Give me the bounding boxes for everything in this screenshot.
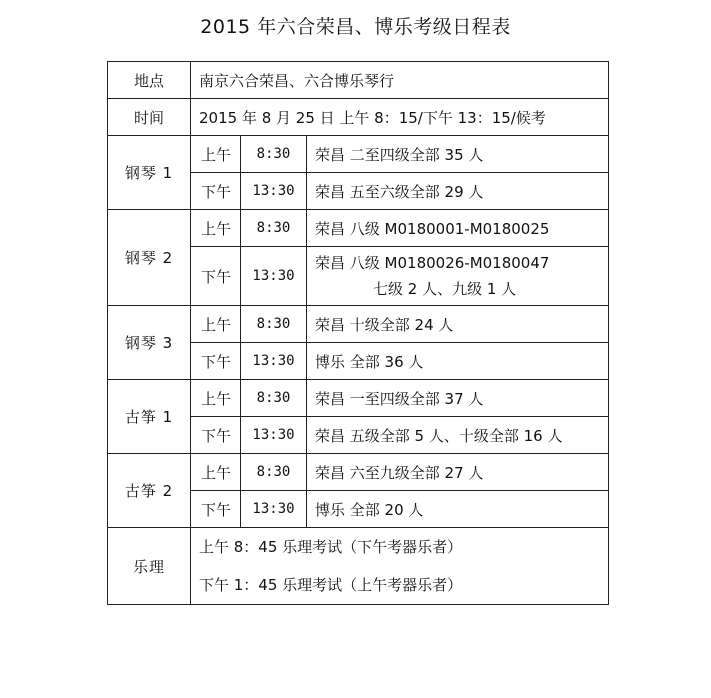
session-half: 下午 bbox=[191, 173, 241, 210]
table-row bbox=[108, 306, 609, 343]
session-clock: 8:30 bbox=[241, 454, 307, 491]
table-row bbox=[108, 136, 609, 173]
session-detail-cell bbox=[307, 247, 609, 306]
time-label: 时间 bbox=[108, 99, 191, 136]
group-name: 钢琴 3 bbox=[108, 306, 191, 380]
group-name: 古筝 1 bbox=[108, 380, 191, 454]
session-half: 下午 bbox=[191, 417, 241, 454]
session-clock: 13:30 bbox=[241, 491, 307, 528]
session-detail: 荣昌 五级全部 5 人、十级全部 16 人 bbox=[307, 417, 609, 454]
session-half: 下午 bbox=[191, 491, 241, 528]
session-clock: 13:30 bbox=[241, 247, 307, 306]
session-detail-extra: 七级 2 人、九级 1 人 bbox=[373, 280, 517, 298]
session-half: 上午 bbox=[191, 210, 241, 247]
schedule-table bbox=[107, 61, 609, 605]
session-half: 上午 bbox=[191, 306, 241, 343]
session-clock: 13:30 bbox=[241, 343, 307, 380]
session-detail: 荣昌 八级 M0180001-M0180025 bbox=[307, 210, 609, 247]
session-detail: 荣昌 一至四级全部 37 人 bbox=[307, 380, 609, 417]
document-title: 2015 年六合荣昌、博乐考级日程表 bbox=[200, 16, 511, 38]
group-name: 钢琴 2 bbox=[108, 210, 191, 306]
theory-cell bbox=[191, 528, 609, 605]
theory-label: 乐理 bbox=[108, 528, 191, 605]
session-clock: 8:30 bbox=[241, 306, 307, 343]
session-detail: 荣昌 二至四级全部 35 人 bbox=[307, 136, 609, 173]
session-half: 上午 bbox=[191, 454, 241, 491]
location-row bbox=[108, 62, 609, 99]
session-half: 下午 bbox=[191, 343, 241, 380]
group-name: 钢琴 1 bbox=[108, 136, 191, 210]
theory-afternoon: 下午 1：45 乐理考试（上午考器乐者） bbox=[199, 576, 463, 594]
session-half: 上午 bbox=[191, 380, 241, 417]
session-detail: 荣昌 五至六级全部 29 人 bbox=[307, 173, 609, 210]
table-row bbox=[108, 210, 609, 247]
table-row bbox=[108, 454, 609, 491]
session-detail: 荣昌 六至九级全部 27 人 bbox=[307, 454, 609, 491]
session-clock: 8:30 bbox=[241, 136, 307, 173]
theory-morning: 上午 8：45 乐理考试（下午考器乐者） bbox=[199, 538, 463, 556]
theory-row bbox=[108, 528, 609, 605]
session-half: 下午 bbox=[191, 247, 241, 306]
location-label: 地点 bbox=[108, 62, 191, 99]
session-clock: 8:30 bbox=[241, 380, 307, 417]
time-row bbox=[108, 99, 609, 136]
time-value: 2015 年 8 月 25 日 上午 8：15/下午 13：15/候考 bbox=[191, 99, 609, 136]
group-name: 古筝 2 bbox=[108, 454, 191, 528]
session-detail: 荣昌 十级全部 24 人 bbox=[307, 306, 609, 343]
session-clock: 8:30 bbox=[241, 210, 307, 247]
session-detail: 荣昌 八级 M0180026-M0180047 bbox=[315, 254, 550, 272]
session-clock: 13:30 bbox=[241, 417, 307, 454]
session-detail: 博乐 全部 36 人 bbox=[307, 343, 609, 380]
location-value: 南京六合荣昌、六合博乐琴行 bbox=[191, 62, 609, 99]
table-row bbox=[108, 380, 609, 417]
session-clock: 13:30 bbox=[241, 173, 307, 210]
session-half: 上午 bbox=[191, 136, 241, 173]
session-detail: 博乐 全部 20 人 bbox=[307, 491, 609, 528]
